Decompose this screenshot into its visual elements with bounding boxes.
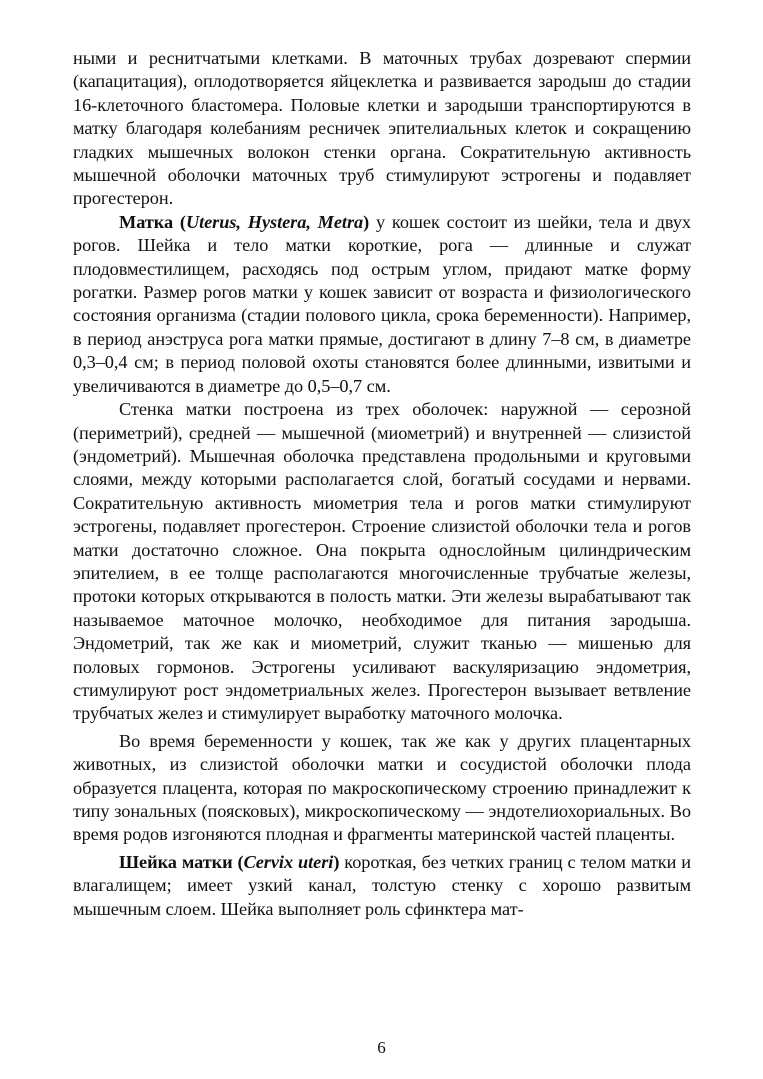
paragraph-text: Стенка матки построена из трех оболочек: наружной — серозной (периметрий), средней — мышечной (миометрий) и внутренней — слизистой (эндометрий). Мышечная оболочка представлена продольными и круговыми слоями, между которыми располагается слой, богатый сосудами и нервами. Сократительную активность миометрия тела и рогов матки стимулируют эстрогены, подавляет прогестерон. Строение слизистой оболочки тела и рогов матки достаточно сложное. Она покрыта однослойным цилиндрическим эпителием, в ее толще располагаются многочисленные трубчатые железы, протоки которых открываются в полость матки. Эти железы вырабатывают так называемое маточное молочко, необходимое для питания зародыша. Эндометрий, так же как и миометрий, служит тканью — мишенью для половых гормонов. Эстрогены усиливают васкуляризацию эндометрия, стимулируют рост эндометриальных желез. Прогестерон вызывает ветвление трубчатых желез и стимулирует выработку маточного молочка. [73, 399, 691, 724]
paragraph-pregnancy-placenta [73, 730, 691, 847]
body-text [73, 47, 691, 921]
paragraph-uterine-wall [73, 398, 691, 726]
paren-open: ( [173, 211, 186, 232]
paragraph-cervix [73, 851, 691, 921]
paren-open: ( [232, 851, 244, 872]
paren-close: ) [363, 211, 370, 232]
paragraph-fallopian-tubes-continued [73, 47, 691, 211]
latin-term-uterus: Uterus, Hystera, Metra [185, 211, 364, 232]
paragraph-uterus [73, 211, 691, 398]
page-number: 6 [377, 1038, 386, 1057]
paragraph-text: ными и реснитчатыми клетками. В маточных трубах дозревают спермии (капацитация), оплодотворяется яйцеклетка и развивается зародыш до стадии 16-клеточного бластомера. Половые клетки и зародыши транспортируются в матку благодаря колебаниям ресничек эпителиальных клеток и сокращению гладких мышечных волокон стенки органа. Сократительную активность мышечной оболочки маточных труб стимулируют эстрогены и подавляет прогестерон. [73, 48, 691, 209]
paren-close: ) [333, 851, 340, 872]
term-cervix: Шейка матки [119, 851, 233, 872]
paragraph-text: короткая, без четких границ с телом матки и влагалищем; имеет узкий канал, толстую стенку с хорошо развитым мышечным слоем. Шейка выполняет роль сфинктера мат- [73, 851, 692, 919]
latin-term-cervix: Cervix uteri [243, 851, 334, 872]
term-uterus: Матка [119, 211, 174, 232]
paragraph-text: у кошек состоит из шейки, тела и двух рогов. Шейка и тело матки короткие, рога — длинные и служат плодовместилищем, расходясь под острым углом, придают матке форму рогатки. Размер рогов матки у кошек зависит от возраста и физиологического состояния организма (стадии полового цикла, срока беременности). Например, в период анэструса рога матки прямые, достигают в длину 7–8 см, в диаметре 0,3–0,4 см; в период половой охоты становятся более длинными, извитыми и увеличиваются в диаметре до 0,5–0,7 см. [73, 211, 691, 396]
paragraph-text: Во время беременности у кошек, так же как у других плацентарных животных, из слизистой оболочки матки и сосудистой оболочки плода образуется плацента, которая по макроскопическому строению принадлежит к типу зональных (поясковых), микроскопическому — эндотелиохориальных. Во время родов изгоняются плодная и фрагменты материнской частей плаценты. [73, 730, 691, 845]
